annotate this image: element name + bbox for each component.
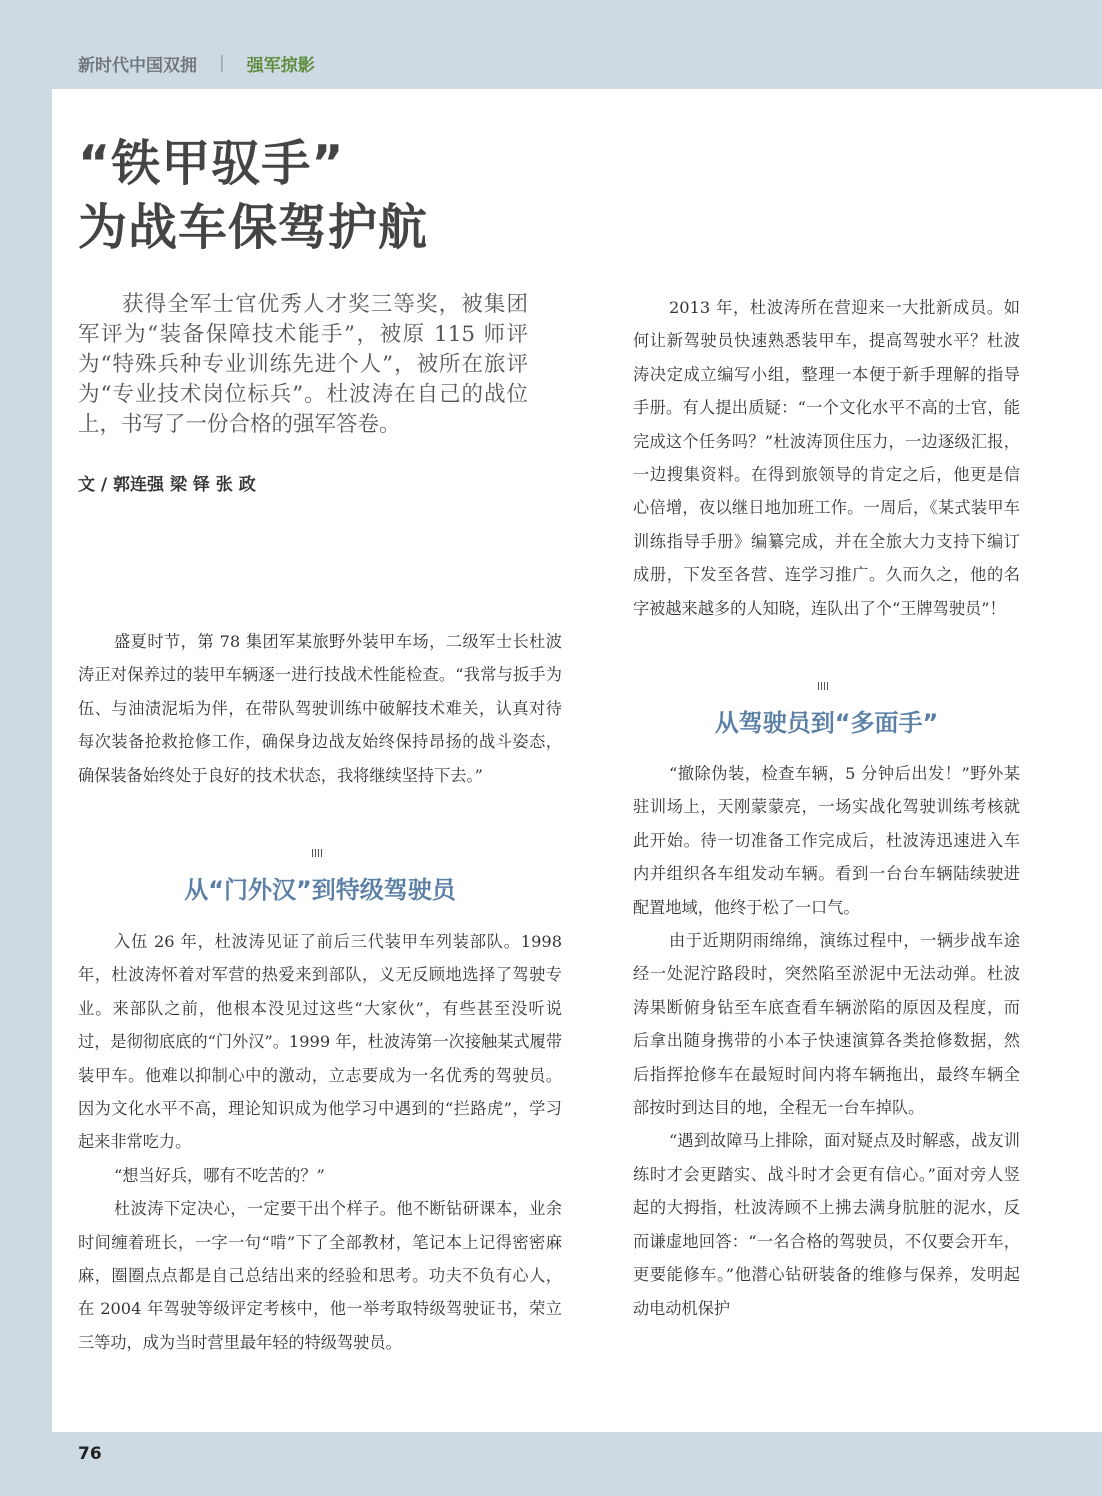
magazine-name: 新时代中国双拥 (78, 55, 197, 76)
article-lead: 获得全军士官优秀人才奖三等奖，被集团军评为“装备保障技术能手”，被原 115 师评为“特殊兵种专业训练先进个人”，被所在旅评为“专业技术岗位标兵”。杜波涛在自己的战位上，书写了一份合格的强军答卷。 (78, 292, 528, 437)
section-1-paragraph: 杜波涛下定决心，一定要干出个样子。他不断钻研课本，业余时间缠着班长，一字一句“啃”下了全部教材，笔记本上记得密密麻麻，圈圈点点都是自己总结出来的经验和思考。功夫不负有心人，在 2004 年驾驶等级评定考核中，他一举考取特级驾驶证书，荣立三等功，成为当时营里最年轻的特级驾驶员。 (78, 1199, 562, 1352)
section-divider-1 (312, 849, 322, 857)
right-column-intro (633, 291, 1020, 625)
section-2-paragraph: 由于近期阴雨绵绵，演练过程中，一辆步战车途经一处泥泞路段时，突然陷至淤泥中无法动弹。杜波涛果断俯身钻至车底查看车辆淤陷的原因及程度，而后拿出随身携带的小本子快速演算各类抢修数据，然后指挥抢修车在最短时间内将车辆拖出，最终车辆全部按时到达目的地，全程无一台车掉队。 (633, 931, 1020, 1118)
section-2-paragraph: “撤除伪装，检查车辆，5 分钟后出发！”野外某驻训场上，天刚蒙蒙亮，一场实战化驾驶训练考核就此开始。待一切准备工作完成后，杜波涛迅速进入车内并组织各车组发动车辆。看到一台台车辆陆续驶进配置地域，他终于松了一口气。 (633, 764, 1020, 917)
intro-block (78, 625, 562, 792)
section-heading-2: 从驾驶员到“多面手” (714, 709, 939, 737)
section-2-paragraph: “遇到故障马上排除，面对疑点及时解惑，战友训练时才会更踏实、战斗时才会更有信心。”面对旁人竖起的大拇指，杜波涛顾不上拂去满身肮脏的泥水，反而谦虚地回答：“一名合格的驾驶员，不仅要会开车，更要能修车。”他潜心钻研装备的维修与保养，发明起动电动机保护 (633, 1131, 1020, 1318)
section-1-paragraph: 入伍 26 年，杜波涛见证了前后三代装甲车列装部队。1998 年，杜波涛怀着对军营的热爱来到部队，义无反顾地选择了驾驶专业。来部队之前，他根本没见过这些“大家伙”，有些甚至没听说过，是彻彻底底的“门外汉”。1999 年，杜波涛第一次接触某式履带装甲车。他难以抑制心中的激动，立志要成为一名优秀的驾驶员。因为文化水平不高，理论知识成为他学习中遇到的“拦路虎”，学习起来非常吃力。 (78, 932, 562, 1152)
section-name: 强军掠影 (246, 55, 315, 76)
byline: 文 / 郭连强 梁 铎 张 政 (78, 475, 256, 495)
section-2-body (633, 757, 1020, 1325)
running-header (78, 50, 315, 76)
title-line-1: “铁甲驭手” (78, 135, 345, 192)
intro-paragraph: 盛夏时节，第 78 集团军某旅野外装甲车场，二级军士长杜波涛正对保养过的装甲车辆逐一进行技战术性能检查。“我常与扳手为伍、与油渍泥垢为伴，在带队驾驶训练中破解技术难关，认真对待每次装备抢救抢修工作，确保身边战友始终保持昂扬的战斗姿态，确保装备始终处于良好的技术状态，我将继续坚持下去。” (78, 632, 562, 785)
section-1-body (78, 925, 562, 1359)
section-divider-2 (818, 682, 828, 690)
section-heading-1: 从“门外汉”到特级驾驶员 (184, 876, 456, 904)
right-column-paragraph: 2013 年，杜波涛所在营迎来一大批新成员。如何让新驾驶员快速熟悉装甲车，提高驾驶水平？杜波涛决定成立编写小组，整理一本便于新手理解的指导手册。有人提出质疑：“一个文化水平不高的士官，能完成这个任务吗？”杜波涛顶住压力，一边逐级汇报，一边搜集资料。在得到旅领导的肯定之后，他更是信心倍增，夜以继日地加班工作。一周后，《某式装甲车训练指导手册》编纂完成，并在全旅大力支持下编订成册，下发至各营、连学习推广。久而久之，他的名字被越来越多的人知晓，连队出了个“王牌驾驶员”！ (633, 298, 1020, 618)
page-number: 76 (78, 1444, 102, 1464)
header-separator: | (219, 53, 225, 73)
section-1-paragraph: “想当好兵，哪有不吃苦的？” (114, 1165, 325, 1185)
title-line-2: 为战车保驾护航 (78, 199, 429, 256)
article-title (78, 132, 598, 260)
